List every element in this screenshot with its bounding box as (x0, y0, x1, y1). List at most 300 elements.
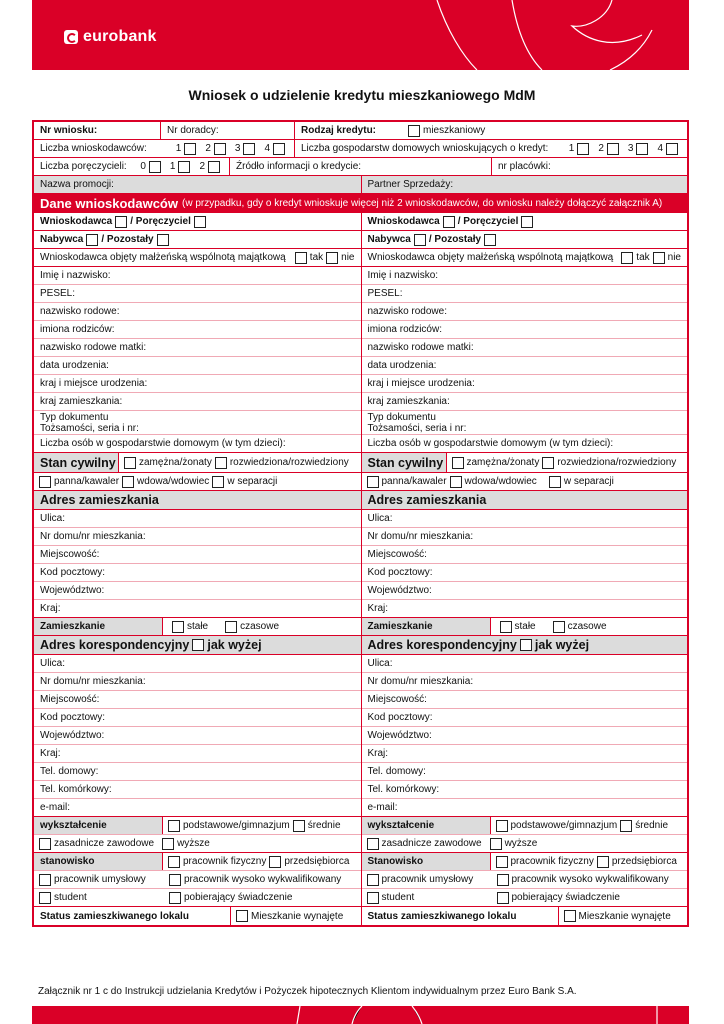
applicant-addr-fields-4-label: Województwo: (40, 585, 105, 596)
kraj-field[interactable] (34, 600, 67, 617)
applicant-stanowisko-r-label: Stanowisko (367, 856, 424, 867)
separacja-2-checkbox[interactable] (549, 476, 561, 488)
partner-sprzedazy-field[interactable] (361, 176, 688, 193)
form-cell (34, 907, 230, 925)
page-title: Wniosek o udzielenie kredytu mieszkaniowego MdM (188, 87, 536, 103)
credit-type-option (399, 122, 687, 139)
nazwisko-matki-2-field[interactable] (362, 339, 480, 356)
kor-wojewodztwo-field[interactable] (34, 727, 110, 744)
applicant-status-label: Status zamieszkiwanego lokalu (367, 910, 517, 922)
form-cell (362, 817, 490, 834)
wysoko-checkbox[interactable] (169, 874, 181, 886)
applicant-wyksztalcenie-label: wykształcenie (40, 820, 107, 831)
form-row (362, 799, 688, 817)
guarantors-0-checkbox[interactable] (149, 161, 161, 173)
form-cell (34, 213, 215, 230)
header-opt1-label: 1 (175, 143, 182, 154)
applicant-umyslowy-label: pracownik umysłowy (381, 874, 474, 885)
form-row (362, 871, 688, 889)
tel-domowy-field[interactable] (34, 763, 104, 780)
logo-text: eurobank (83, 28, 157, 45)
form-row (362, 267, 688, 285)
form-cell (492, 889, 688, 906)
wysoko-2-checkbox[interactable] (497, 874, 509, 886)
form-row (34, 546, 361, 564)
form-row (34, 582, 361, 600)
households-2-checkbox[interactable] (607, 143, 619, 155)
form-row (362, 781, 688, 799)
applicant-typ-dok-2-label: Tożsamości, seria i nr: (40, 423, 139, 434)
liczba-wnioskodawcow (34, 140, 294, 157)
applicant-addr-fields-5-label: Kraj: (40, 603, 61, 614)
form-row (362, 339, 688, 357)
form-cell (34, 889, 164, 906)
umyslowy-2-checkbox[interactable] (367, 874, 379, 886)
kor-nr-domu-field[interactable] (34, 673, 152, 690)
header-mieszkaniowy-label: mieszkaniowy (423, 125, 486, 136)
applicant-srednie-label: średnie (635, 820, 669, 831)
applicant-stale-label: stałe (514, 621, 536, 632)
form-row (34, 411, 361, 435)
applicant-addr-fields-1-label: Nr domu/nr mieszkania: (40, 531, 146, 542)
applicant-fields-6-label: kraj i miejsce urodzenia: (40, 378, 148, 389)
section-note: (w przypadku, gdy o kredyt wnioskuje więcej niż 2 wnioskodawców, do wniosku należy dołączyć załącznik A) (181, 197, 663, 209)
form-row (34, 871, 361, 889)
form-row (34, 564, 361, 582)
applicant-pozostaly-label: / Pozostały (428, 234, 482, 245)
form-cell (362, 853, 490, 870)
applicant-2-column (361, 213, 688, 925)
form-row (362, 375, 688, 393)
form-row (362, 745, 688, 763)
tel-domowy-2-field[interactable] (362, 763, 432, 780)
form-row (34, 600, 361, 618)
header-opt1-label: 1 (169, 161, 176, 172)
applicant-fields-3-label: imiona rodziców: (40, 324, 115, 335)
ulica-field[interactable] (34, 510, 71, 527)
form-row (34, 303, 361, 321)
row-application-number (34, 122, 687, 140)
form-cell (490, 817, 688, 834)
email-field[interactable] (34, 799, 76, 816)
ulica-2-field[interactable] (362, 510, 399, 527)
applicant-kor-fields-8-label: e-mail: (40, 802, 71, 813)
wspolnota-tak-checkbox[interactable] (295, 252, 307, 264)
form-row (362, 321, 688, 339)
panna-2-checkbox[interactable] (367, 476, 379, 488)
applicant-kor-fields-5-label: Kraj: (367, 748, 389, 759)
header-nr-placowki-label: nr placówki: (498, 161, 551, 172)
applicant-nabywca-label: Nabywca (40, 234, 84, 245)
form-cell (362, 871, 492, 888)
applicant-tak-label: tak (636, 252, 650, 263)
kod-pocztowy-2-field[interactable] (362, 564, 439, 581)
form-cell (34, 249, 361, 266)
applicant-przedsiebiorca-label: przedsiębiorca (284, 856, 350, 867)
form-row (362, 491, 688, 510)
form-row (362, 763, 688, 781)
nazwa-promocji-field[interactable] (34, 176, 361, 193)
applicant-kor-fields-3-label: Kod pocztowy: (367, 712, 433, 723)
fizyczny-checkbox[interactable] (168, 856, 180, 868)
pozostaly-checkbox[interactable] (157, 234, 169, 246)
nr-wniosku-field[interactable] (34, 122, 160, 139)
podstawowe-2-checkbox[interactable] (496, 820, 508, 832)
data-urodzenia-field[interactable] (34, 357, 115, 374)
form-row (34, 655, 361, 673)
jak-wyzej-2-checkbox[interactable] (520, 639, 532, 651)
form-cell (490, 618, 688, 635)
zrodlo-informacji-field[interactable] (229, 158, 491, 175)
form-row (34, 393, 361, 411)
adres-zamieszkania-header (34, 491, 165, 509)
applicant-wyksztalcenie-label: wykształcenie (367, 820, 435, 831)
miejscowosc-field[interactable] (34, 546, 105, 563)
swiadczenie-2-checkbox[interactable] (497, 892, 509, 904)
applicant-zamezna-label: zamężna/żonaty (466, 457, 540, 468)
zasadnicze-checkbox[interactable] (39, 838, 51, 850)
przedsiebiorca-checkbox[interactable] (269, 856, 281, 868)
dokument-2-field[interactable] (362, 411, 473, 434)
applicant-student-label: student (381, 892, 415, 903)
applicant-kor-fields-7-label: Tel. komórkowy: (367, 784, 440, 795)
applicant-wdowa-label: wdowa/wdowiec (137, 476, 210, 487)
applicants-3-checkbox[interactable] (243, 143, 255, 155)
miejscowosc-2-field[interactable] (362, 546, 433, 563)
form-cell (34, 835, 216, 852)
fizyczny-2-checkbox[interactable] (496, 856, 508, 868)
applicant-kor-fields-4-label: Województwo: (40, 730, 105, 741)
kraj-zamieszkania-2-field[interactable] (362, 393, 456, 410)
applicant-wysoko-label: pracownik wysoko wykwalifikowany (184, 874, 342, 885)
form-cell (492, 871, 688, 888)
guarantors-2-checkbox[interactable] (208, 161, 220, 173)
applicant-typ-dok-1-label: Typ dokumentu (367, 412, 436, 423)
wspolnota-nie-checkbox[interactable] (326, 252, 338, 264)
wnioskodawca-2-checkbox[interactable] (443, 216, 455, 228)
wojewodztwo-field[interactable] (34, 582, 110, 599)
applicant-status-label: Status zamieszkiwanego lokalu (40, 910, 189, 922)
wyzsze-2-checkbox[interactable] (490, 838, 502, 850)
wynajete-2-checkbox[interactable] (564, 910, 576, 922)
wspolnota-nie-2-checkbox[interactable] (653, 252, 665, 264)
student-checkbox[interactable] (39, 892, 51, 904)
form-element (569, 143, 681, 155)
nr-placowki-field[interactable] (491, 158, 687, 175)
kor-kraj-field[interactable] (34, 745, 67, 762)
applicant-fields-4-label: nazwisko rodowe matki: (367, 342, 474, 353)
wynajete-checkbox[interactable] (236, 910, 248, 922)
applicant-stanowisko-l-label: stanowisko (40, 856, 95, 867)
stale-checkbox[interactable] (172, 621, 184, 633)
pozostaly-2-checkbox[interactable] (484, 234, 496, 246)
panna-checkbox[interactable] (39, 476, 51, 488)
wyzsze-checkbox[interactable] (162, 838, 174, 850)
poreczyciel-checkbox[interactable] (194, 216, 206, 228)
kor-kod-2-field[interactable] (362, 709, 439, 726)
form-cell (362, 491, 493, 509)
form-cell (162, 853, 361, 870)
imie-nazwisko-2-field[interactable] (362, 267, 445, 284)
form-row (34, 249, 361, 267)
poreczyciel-2-checkbox[interactable] (521, 216, 533, 228)
liczba-osob-2-field[interactable] (362, 435, 620, 452)
nr-doradcy-field[interactable] (160, 122, 294, 139)
nabywca-checkbox[interactable] (86, 234, 98, 246)
form-row (34, 357, 361, 375)
form-cell (162, 618, 361, 635)
zamezna-checkbox[interactable] (124, 457, 136, 469)
header-opt1-label: 1 (568, 143, 575, 154)
header-opt3-label: 3 (234, 143, 241, 154)
student-2-checkbox[interactable] (367, 892, 379, 904)
czasowe-2-checkbox[interactable] (553, 621, 565, 633)
stan-cywilny-label (34, 453, 118, 472)
form-cell (34, 194, 668, 212)
kor-kod-field[interactable] (34, 709, 111, 726)
stale-2-checkbox[interactable] (500, 621, 512, 633)
dokument-field[interactable] (34, 411, 145, 434)
households-4-checkbox[interactable] (666, 143, 678, 155)
liczba-gospodarstw (294, 140, 687, 157)
applicant-typ-dok-1-label: Typ dokumentu (40, 412, 109, 423)
form-row (34, 636, 361, 655)
separacja-checkbox[interactable] (212, 476, 224, 488)
kor-ulica-field[interactable] (34, 655, 71, 672)
wdowa-checkbox[interactable] (122, 476, 134, 488)
form-row (34, 140, 687, 158)
applicant-wnioskodawca-label: Wnioskodawca (367, 216, 440, 227)
podstawowe-checkbox[interactable] (168, 820, 180, 832)
applicant-fields-5-label: data urodzenia: (40, 360, 109, 371)
header-partner-label: Partner Sprzedaży: (367, 179, 454, 190)
form-row (362, 582, 688, 600)
applicant-kor-fields-6-label: Tel. domowy: (367, 766, 426, 777)
applicant-separacja-label: w separacji (227, 476, 278, 487)
pesel-2-field[interactable] (362, 285, 409, 302)
form-row (34, 267, 361, 285)
form-row (34, 375, 361, 393)
form-element (292, 252, 355, 264)
form-row (34, 907, 361, 925)
applicant-kor-fields-6-label: Tel. domowy: (40, 766, 99, 777)
header-liczba-wnioskodawcow-label: Liczba wnioskodawców: (40, 143, 147, 154)
wspolnota-tak-2-checkbox[interactable] (621, 252, 633, 264)
form-row (34, 817, 361, 835)
form-cell (362, 618, 490, 635)
logo-icon (64, 30, 78, 44)
form-row (34, 691, 361, 709)
kor-nr-domu-2-field[interactable] (362, 673, 480, 690)
kor-kraj-2-field[interactable] (362, 745, 395, 762)
applicant-zasadnicze-label: zasadnicze zawodowe (381, 838, 482, 849)
srednie-checkbox[interactable] (293, 820, 305, 832)
applicant-addr-fields-2-label: Miejscowość: (40, 549, 100, 560)
nazwisko-matki-field[interactable] (34, 339, 152, 356)
footer-banner (32, 1006, 689, 1024)
imie-nazwisko-field[interactable] (34, 267, 117, 284)
form-row (362, 303, 688, 321)
kor-ulica-2-field[interactable] (362, 655, 399, 672)
applicant-liczba-osob-label: Liczba osób w gospodarstwie domowym (w tym dzieci): (40, 438, 286, 449)
form-cell (490, 853, 688, 870)
form-cell (362, 249, 688, 266)
applicant-wspolnota-label: Wnioskodawca objęty małżeńską wspólnotą majątkową (40, 252, 286, 263)
pesel-field[interactable] (34, 285, 81, 302)
jak-wyzej-checkbox[interactable] (192, 639, 204, 651)
header-liczba-gospodarstw-label: Liczba gospodarstw domowych wnioskujących o kredyt: (301, 143, 549, 154)
applicant-fields-7-label: kraj zamieszkania: (367, 396, 450, 407)
przedsiebiorca-2-checkbox[interactable] (597, 856, 609, 868)
applicant-podstawowe-label: podstawowe/gimnazjum (510, 820, 618, 831)
rozwiedziona-checkbox[interactable] (215, 457, 227, 469)
form-cell (362, 907, 558, 925)
nazwisko-rodowe-field[interactable] (34, 303, 125, 320)
applicant-nie-label: nie (667, 252, 681, 263)
tel-komorkowy-field[interactable] (34, 781, 118, 798)
miejsce-urodzenia-field[interactable] (34, 375, 153, 392)
guarantors-1-checkbox[interactable] (178, 161, 190, 173)
kod-pocztowy-field[interactable] (34, 564, 111, 581)
form-row (34, 473, 361, 491)
form-cell (34, 231, 178, 248)
adres-korespondencyjny-header (34, 636, 268, 654)
applicant-adres-kor-label: Adres korespondencyjny (40, 638, 190, 652)
kraj-zamieszkania-field[interactable] (34, 393, 128, 410)
imiona-rodzicow-2-field[interactable] (362, 321, 448, 338)
form-row (362, 907, 688, 925)
form-row (34, 709, 361, 727)
form-row (34, 889, 361, 907)
form-cell (34, 817, 162, 834)
mieszkaniowy-checkbox[interactable] (408, 125, 420, 137)
households-3-checkbox[interactable] (636, 143, 648, 155)
applicant-zamieszkanie-label: Zamieszkanie (367, 621, 433, 632)
form-row (34, 491, 361, 510)
section-header-applicants (34, 194, 687, 213)
kor-wojewodztwo-2-field[interactable] (362, 727, 438, 744)
applicant-addr-fields-3-label: Kod pocztowy: (367, 567, 433, 578)
srednie-2-checkbox[interactable] (620, 820, 632, 832)
application-form (32, 120, 689, 927)
wdowa-2-checkbox[interactable] (450, 476, 462, 488)
applicant-czasowe-label: czasowe (240, 621, 280, 632)
applicant-adres-zam-label: Adres zamieszkania (40, 493, 159, 507)
form-row (362, 249, 688, 267)
form-row (34, 745, 361, 763)
form-row (362, 709, 688, 727)
zamezna-2-checkbox[interactable] (452, 457, 464, 469)
kraj-2-field[interactable] (362, 600, 395, 617)
czasowe-checkbox[interactable] (225, 621, 237, 633)
form-cell (362, 453, 446, 472)
form-row (34, 835, 361, 853)
form-row (362, 889, 688, 907)
form-row (362, 636, 688, 655)
nabywca-2-checkbox[interactable] (414, 234, 426, 246)
form-row (34, 618, 361, 636)
wojewodztwo-2-field[interactable] (362, 582, 438, 599)
applicants-columns (34, 213, 687, 925)
nr-domu-field[interactable] (34, 528, 152, 545)
form-row (362, 285, 688, 303)
form-row (34, 528, 361, 546)
applicant-kor-fields-7-label: Tel. komórkowy: (40, 784, 112, 795)
applicant-wspolnota-label: Wnioskodawca objęty małżeńską wspólnotą majątkową (367, 252, 614, 263)
email-2-field[interactable] (362, 799, 404, 816)
wnioskodawca-checkbox[interactable] (115, 216, 127, 228)
form-cell (162, 817, 361, 834)
swiadczenie-checkbox[interactable] (169, 892, 181, 904)
form-row (362, 411, 688, 435)
form-row (34, 231, 361, 249)
applicant-jak-wyzej-label: jak wyżej (207, 638, 262, 652)
header-opt3-label: 3 (627, 143, 634, 154)
applicant-liczba-osob-label: Liczba osób w gospodarstwie domowym (w tym dzieci): (367, 438, 614, 449)
form-row (34, 799, 361, 817)
applicant-podstawowe-label: podstawowe/gimnazjum (183, 820, 290, 831)
applicant-srednie-label: średnie (307, 820, 341, 831)
form-cell (34, 853, 162, 870)
applicant-separacja-label: w separacji (563, 476, 614, 487)
data-urodzenia-2-field[interactable] (362, 357, 443, 374)
kor-miejscowosc-field[interactable] (34, 691, 105, 708)
umyslowy-checkbox[interactable] (39, 874, 51, 886)
header-nazwa-promocji-label: Nazwa promocji: (40, 179, 114, 190)
form-cell (230, 907, 361, 925)
form-row (362, 835, 688, 853)
rozwiedziona-2-checkbox[interactable] (542, 457, 554, 469)
applicants-1-checkbox[interactable] (184, 143, 196, 155)
tel-komorkowy-2-field[interactable] (362, 781, 446, 798)
applicant-kor-fields-2-label: Miejscowość: (367, 694, 427, 705)
form-row (362, 453, 688, 473)
form-row (34, 321, 361, 339)
form-row (34, 339, 361, 357)
form-row (362, 510, 688, 528)
header-banner (32, 0, 689, 70)
nazwisko-rodowe-2-field[interactable] (362, 303, 453, 320)
imiona-rodzicow-field[interactable] (34, 321, 120, 338)
applicant-addr-fields-0-label: Ulica: (367, 513, 393, 524)
applicants-4-checkbox[interactable] (273, 143, 285, 155)
form-cell (362, 231, 506, 248)
applicant-czasowe-label: czasowe (567, 621, 607, 632)
applicant-wnioskodawca-label: Wnioskodawca (40, 216, 113, 227)
zasadnicze-2-checkbox[interactable] (367, 838, 379, 850)
applicant-1-column (34, 213, 361, 925)
header-zrodlo-label: Źródło informacji o kredycie: (236, 161, 362, 172)
form-row (362, 727, 688, 745)
kor-miejscowosc-2-field[interactable] (362, 691, 433, 708)
applicant-panna-label: panna/kawaler (381, 476, 447, 487)
applicant-kor-fields-0-label: Ulica: (40, 658, 66, 669)
households-1-checkbox[interactable] (577, 143, 589, 155)
applicant-kor-fields-5-label: Kraj: (40, 748, 61, 759)
applicants-2-checkbox[interactable] (214, 143, 226, 155)
form-row (362, 618, 688, 636)
miejsce-urodzenia-2-field[interactable] (362, 375, 481, 392)
liczba-osob-field[interactable] (34, 435, 292, 452)
form-cell (164, 871, 361, 888)
applicant-addr-fields-2-label: Miejscowość: (367, 549, 427, 560)
form-row (34, 727, 361, 745)
form-row (362, 528, 688, 546)
applicant-pozostaly-label: / Pozostały (101, 234, 154, 245)
form-row (34, 453, 361, 473)
nr-domu-2-field[interactable] (362, 528, 480, 545)
header-nr-doradcy-label: Nr doradcy: (167, 125, 219, 136)
